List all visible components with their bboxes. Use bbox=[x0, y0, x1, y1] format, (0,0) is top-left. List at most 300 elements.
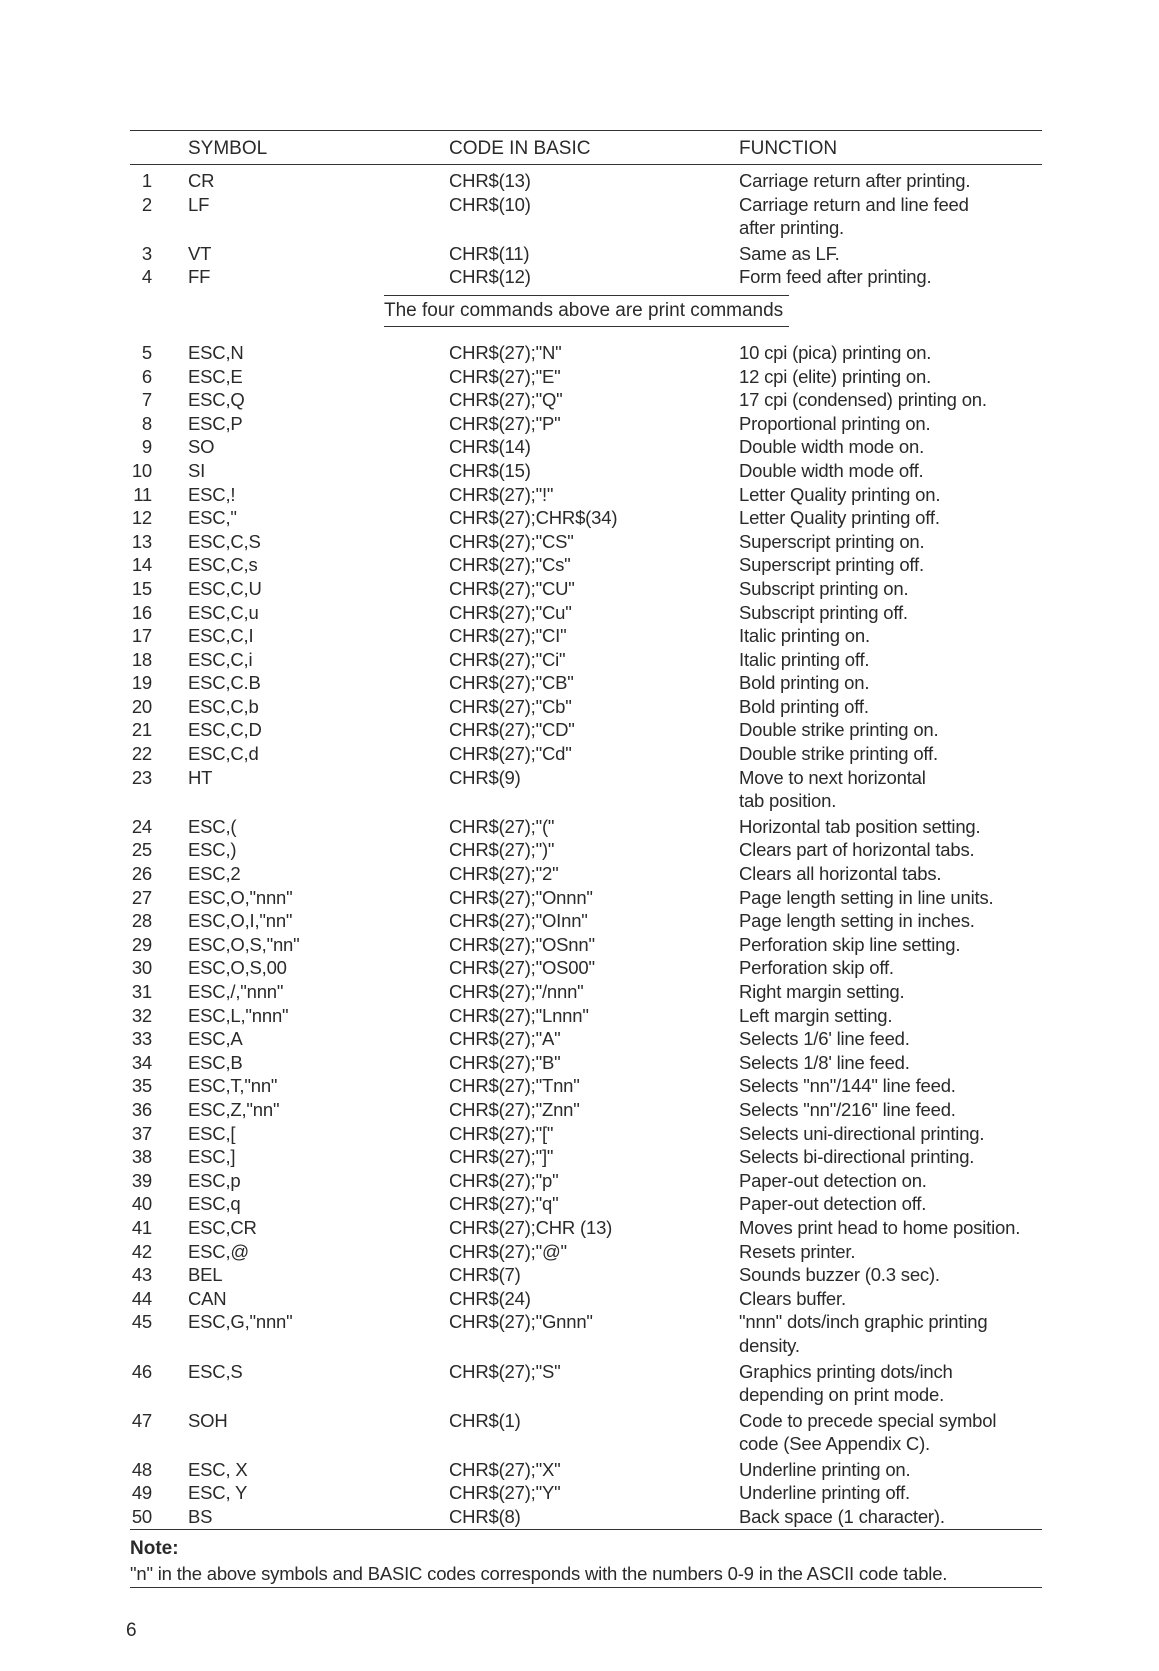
row-symbol: ESC,O,I,"nn" bbox=[188, 910, 293, 932]
table-row bbox=[130, 1287, 1042, 1311]
function-line: Double strike printing on. bbox=[739, 719, 939, 741]
table-row bbox=[130, 1192, 1042, 1216]
table-row bbox=[130, 265, 1042, 289]
row-function bbox=[739, 412, 930, 436]
function-line: Subscript printing on. bbox=[739, 577, 909, 599]
function-line: Carriage return and line feed bbox=[739, 193, 969, 215]
row-basic-code: CHR$(27);CHR (13) bbox=[449, 1216, 613, 1238]
table-row bbox=[130, 695, 1042, 719]
row-basic-code: CHR$(27);"q" bbox=[449, 1193, 559, 1215]
row-symbol: CAN bbox=[188, 1287, 227, 1309]
row-basic-code: CHR$(15) bbox=[449, 459, 531, 481]
row-basic-code: CHR$(27);"N" bbox=[449, 341, 562, 363]
function-line: Underline printing off. bbox=[739, 1482, 910, 1504]
function-line: Code to precede special symbol bbox=[739, 1409, 997, 1431]
row-function bbox=[739, 459, 923, 483]
row-symbol: ESC,P bbox=[188, 412, 243, 434]
row-symbol: HT bbox=[188, 766, 213, 788]
row-basic-code: CHR$(27);"CS" bbox=[449, 530, 574, 552]
row-symbol: BEL bbox=[188, 1264, 223, 1286]
function-line: Double width mode on. bbox=[739, 436, 925, 458]
row-number: 31 bbox=[131, 981, 152, 1002]
row-number: 37 bbox=[131, 1122, 152, 1144]
row-function bbox=[739, 169, 970, 193]
row-symbol: ESC,C,b bbox=[188, 695, 259, 717]
table-row bbox=[130, 341, 1042, 365]
row-function bbox=[739, 718, 938, 742]
table-row bbox=[130, 1145, 1042, 1169]
row-basic-code: CHR$(27);"Tnn" bbox=[449, 1075, 580, 1097]
row-symbol: ESC,T,"nn" bbox=[188, 1075, 278, 1097]
row-symbol: ESC,N bbox=[188, 341, 244, 363]
row-function bbox=[739, 1027, 910, 1051]
row-number: 14 bbox=[131, 554, 152, 576]
row-basic-code: CHR$(27);")" bbox=[449, 839, 555, 861]
row-symbol: ESC,C,i bbox=[188, 648, 253, 670]
row-function bbox=[739, 1505, 945, 1529]
row-basic-code: CHR$(27);"P" bbox=[449, 412, 561, 434]
function-line: Selects "nn"/216" line feed. bbox=[739, 1098, 956, 1120]
row-function bbox=[739, 577, 908, 601]
row-number: 18 bbox=[131, 648, 152, 670]
table-row bbox=[130, 624, 1042, 648]
row-basic-code: CHR$(10) bbox=[449, 193, 531, 215]
row-number: 5 bbox=[141, 341, 152, 363]
row-number: 16 bbox=[131, 601, 152, 623]
row-function bbox=[739, 980, 904, 1004]
row-number: 2 bbox=[141, 193, 152, 215]
table-row bbox=[130, 742, 1042, 766]
row-symbol: LF bbox=[188, 193, 210, 215]
function-line: Same as LF. bbox=[739, 242, 840, 264]
row-symbol: SO bbox=[188, 436, 215, 458]
row-symbol: FF bbox=[188, 266, 211, 288]
table-row bbox=[130, 718, 1042, 742]
row-symbol: ESC," bbox=[188, 507, 237, 529]
table-row bbox=[130, 1360, 1042, 1409]
function-line: 10 cpi (pica) printing on. bbox=[739, 341, 932, 363]
row-basic-code: CHR$(14) bbox=[449, 436, 531, 458]
row-number: 36 bbox=[131, 1098, 152, 1120]
row-number: 43 bbox=[131, 1264, 152, 1286]
row-number: 28 bbox=[131, 910, 152, 932]
row-symbol: ESC,Z,"nn" bbox=[188, 1098, 280, 1120]
row-basic-code: CHR$(12) bbox=[449, 266, 531, 288]
function-line: code (See Appendix C). bbox=[739, 1433, 930, 1455]
table-row bbox=[130, 886, 1042, 910]
function-line: "nnn" dots/inch graphic printing bbox=[739, 1311, 988, 1333]
row-symbol: CR bbox=[188, 170, 215, 191]
row-function bbox=[739, 956, 894, 980]
row-basic-code: CHR$(27);"Lnnn" bbox=[449, 1004, 589, 1026]
row-basic-code: CHR$(27);"@" bbox=[449, 1240, 567, 1262]
table-row bbox=[130, 193, 1042, 242]
function-line: Letter Quality printing off. bbox=[739, 507, 940, 529]
function-line: Selects bi-directional printing. bbox=[739, 1146, 975, 1168]
row-symbol: ESC,S bbox=[188, 1360, 243, 1382]
row-symbol: ESC,Q bbox=[188, 389, 245, 411]
function-line: Underline printing on. bbox=[739, 1458, 911, 1480]
row-function bbox=[739, 388, 987, 412]
row-basic-code: CHR$(27);"Onnn" bbox=[449, 886, 593, 908]
row-number: 17 bbox=[131, 625, 152, 647]
table-row bbox=[130, 1481, 1042, 1505]
function-line: Resets printer. bbox=[739, 1240, 856, 1262]
row-symbol: ESC,p bbox=[188, 1169, 241, 1191]
row-basic-code: CHR$(27);"(" bbox=[449, 815, 555, 837]
table-row bbox=[130, 1263, 1042, 1287]
table-row bbox=[130, 1458, 1042, 1482]
row-basic-code: CHR$(27);"CI" bbox=[449, 625, 567, 647]
table-row bbox=[130, 1004, 1042, 1028]
row-number: 33 bbox=[131, 1028, 152, 1050]
row-function bbox=[739, 766, 926, 813]
row-symbol: ESC,C,S bbox=[188, 530, 261, 552]
row-symbol: ESC,L,"nnn" bbox=[188, 1004, 289, 1026]
row-function bbox=[739, 601, 908, 625]
row-function bbox=[739, 815, 980, 839]
row-number: 35 bbox=[131, 1075, 152, 1097]
function-line: Form feed after printing. bbox=[739, 266, 932, 288]
function-line: Superscript printing on. bbox=[739, 530, 925, 552]
table-row bbox=[130, 601, 1042, 625]
row-number: 20 bbox=[131, 695, 152, 717]
row-number: 46 bbox=[131, 1360, 152, 1382]
table-row bbox=[130, 530, 1042, 554]
row-function bbox=[739, 242, 840, 266]
table-row bbox=[130, 483, 1042, 507]
function-line: Superscript printing off. bbox=[739, 554, 924, 576]
row-function bbox=[739, 1481, 910, 1505]
table-row bbox=[130, 956, 1042, 980]
function-line: depending on print mode. bbox=[739, 1384, 945, 1406]
header-function: FUNCTION bbox=[739, 138, 838, 159]
table-row bbox=[130, 1122, 1042, 1146]
row-function bbox=[739, 909, 975, 933]
table-row bbox=[130, 648, 1042, 672]
row-basic-code: CHR$(27);"Cs" bbox=[449, 554, 571, 576]
table-row bbox=[130, 1074, 1042, 1098]
row-symbol: ESC,C,d bbox=[188, 743, 259, 765]
row-function bbox=[739, 1122, 984, 1146]
row-number: 9 bbox=[141, 436, 152, 458]
function-line: Bold printing off. bbox=[739, 695, 869, 717]
row-function bbox=[739, 1240, 855, 1264]
row-function bbox=[739, 483, 940, 507]
row-basic-code: CHR$(27);"CU" bbox=[449, 577, 575, 599]
row-basic-code: CHR$(27);"Cb" bbox=[449, 695, 572, 717]
table-row bbox=[130, 933, 1042, 957]
row-basic-code: CHR$(27);"!" bbox=[449, 483, 554, 505]
table-row bbox=[130, 1240, 1042, 1264]
row-function bbox=[739, 193, 969, 240]
row-symbol: ESC,C,s bbox=[188, 554, 258, 576]
row-function bbox=[739, 506, 940, 530]
row-number: 3 bbox=[141, 242, 152, 264]
row-number: 30 bbox=[131, 957, 152, 979]
function-line: Perforation skip off. bbox=[739, 957, 894, 979]
function-line: Italic printing off. bbox=[739, 648, 870, 670]
row-number: 4 bbox=[141, 266, 152, 288]
function-line: Double width mode off. bbox=[739, 459, 924, 481]
row-function bbox=[739, 435, 924, 459]
row-symbol: ESC,[ bbox=[188, 1122, 236, 1144]
row-number: 25 bbox=[131, 839, 152, 861]
row-number: 23 bbox=[131, 766, 152, 788]
function-line: Clears all horizontal tabs. bbox=[739, 863, 942, 885]
row-number: 49 bbox=[131, 1482, 152, 1504]
row-symbol: SI bbox=[188, 459, 206, 481]
function-line: Perforation skip line setting. bbox=[739, 933, 961, 955]
row-function bbox=[739, 648, 869, 672]
row-function bbox=[739, 265, 931, 289]
function-line: Move to next horizontal bbox=[739, 766, 926, 788]
row-symbol: SOH bbox=[188, 1409, 228, 1431]
row-symbol: ESC,C,I bbox=[188, 625, 254, 647]
row-symbol: VT bbox=[188, 242, 212, 264]
row-number: 22 bbox=[131, 743, 152, 765]
row-basic-code: CHR$(1) bbox=[449, 1409, 521, 1431]
row-number: 7 bbox=[141, 389, 152, 411]
row-basic-code: CHR$(27);"X" bbox=[449, 1458, 561, 1480]
row-symbol: ESC,O,"nnn" bbox=[188, 886, 293, 908]
row-symbol: ESC,G,"nnn" bbox=[188, 1311, 293, 1333]
row-symbol: ESC,C,D bbox=[188, 719, 262, 741]
function-line: Selects 1/8' line feed. bbox=[739, 1051, 910, 1073]
function-line: Selects "nn"/144" line feed. bbox=[739, 1075, 956, 1097]
header-code: CODE IN BASIC bbox=[449, 138, 591, 159]
row-number: 29 bbox=[131, 933, 152, 955]
row-symbol: ESC,! bbox=[188, 483, 236, 505]
row-number: 44 bbox=[131, 1287, 152, 1309]
table-row bbox=[130, 815, 1042, 839]
row-function bbox=[739, 365, 931, 389]
row-function bbox=[739, 1169, 927, 1193]
header-symbol: SYMBOL bbox=[188, 138, 268, 159]
row-number: 6 bbox=[141, 365, 152, 387]
row-number: 15 bbox=[131, 577, 152, 599]
row-symbol: ESC,CR bbox=[188, 1216, 257, 1238]
row-function bbox=[739, 1051, 910, 1075]
table-row bbox=[130, 577, 1042, 601]
row-basic-code: CHR$(27);"Ci" bbox=[449, 648, 566, 670]
row-function bbox=[739, 1004, 892, 1028]
row-number: 42 bbox=[131, 1240, 152, 1262]
row-symbol: ESC,E bbox=[188, 365, 243, 387]
function-line: Right margin setting. bbox=[739, 981, 905, 1002]
row-number: 12 bbox=[131, 507, 152, 529]
function-line: Sounds buzzer (0.3 sec). bbox=[739, 1264, 940, 1286]
function-line: tab position. bbox=[739, 790, 837, 812]
row-function bbox=[739, 1263, 940, 1287]
table-header bbox=[130, 131, 1042, 164]
note-rule bbox=[130, 1587, 1042, 1588]
row-symbol: ESC, X bbox=[188, 1458, 248, 1480]
row-basic-code: CHR$(13) bbox=[449, 170, 531, 191]
table-row bbox=[130, 838, 1042, 862]
row-basic-code: CHR$(27);"2" bbox=[449, 863, 559, 885]
row-number: 48 bbox=[131, 1458, 152, 1480]
function-line: density. bbox=[739, 1334, 800, 1356]
row-symbol: ESC, Y bbox=[188, 1482, 248, 1504]
table-row bbox=[130, 435, 1042, 459]
row-number: 26 bbox=[131, 863, 152, 885]
row-function bbox=[739, 1192, 926, 1216]
row-symbol: ESC,A bbox=[188, 1028, 243, 1050]
table-row bbox=[130, 412, 1042, 436]
function-line: 17 cpi (condensed) printing on. bbox=[739, 389, 987, 411]
row-function bbox=[739, 1409, 996, 1456]
row-basic-code: CHR$(27);"CB" bbox=[449, 672, 574, 694]
row-function bbox=[739, 341, 931, 365]
section-note: The four commands above are print commands bbox=[384, 295, 789, 327]
function-line: Graphics printing dots/inch bbox=[739, 1360, 953, 1382]
row-basic-code: CHR$(9) bbox=[449, 766, 521, 788]
command-table bbox=[130, 130, 1042, 1530]
row-function bbox=[739, 671, 869, 695]
function-line: Italic printing on. bbox=[739, 625, 870, 647]
function-line: Carriage return after printing. bbox=[739, 170, 971, 191]
row-number: 34 bbox=[131, 1051, 152, 1073]
control-command-rows bbox=[130, 341, 1042, 1529]
row-symbol: ESC,B bbox=[188, 1051, 243, 1073]
row-basic-code: CHR$(11) bbox=[449, 242, 530, 264]
row-number: 8 bbox=[141, 412, 152, 434]
row-basic-code: CHR$(27);"B" bbox=[449, 1051, 561, 1073]
row-number: 38 bbox=[131, 1146, 152, 1168]
row-basic-code: CHR$(27);"Gnnn" bbox=[449, 1311, 593, 1333]
row-basic-code: CHR$(27);"E" bbox=[449, 365, 561, 387]
row-symbol: ESC,/,"nnn" bbox=[188, 981, 284, 1002]
function-line: Left margin setting. bbox=[739, 1004, 893, 1026]
row-function bbox=[739, 624, 870, 648]
table-row bbox=[130, 1169, 1042, 1193]
row-basic-code: CHR$(27);"[" bbox=[449, 1122, 554, 1144]
row-basic-code: CHR$(27);"OInn" bbox=[449, 910, 588, 932]
function-line: Selects uni-directional printing. bbox=[739, 1122, 985, 1144]
row-symbol: ESC,] bbox=[188, 1146, 236, 1168]
row-symbol: ESC,C,u bbox=[188, 601, 259, 623]
row-basic-code: CHR$(27);"Znn" bbox=[449, 1098, 580, 1120]
function-line: Selects 1/6' line feed. bbox=[739, 1028, 910, 1050]
table-row bbox=[130, 506, 1042, 530]
row-number: 11 bbox=[133, 483, 152, 505]
row-number: 40 bbox=[131, 1193, 152, 1215]
row-symbol: ESC,2 bbox=[188, 863, 241, 885]
row-basic-code: CHR$(27);"Q" bbox=[449, 389, 563, 411]
table-row bbox=[130, 1027, 1042, 1051]
row-number: 47 bbox=[131, 1409, 152, 1431]
row-function bbox=[739, 742, 938, 766]
row-number: 41 bbox=[131, 1216, 152, 1238]
row-function bbox=[739, 695, 869, 719]
table-row bbox=[130, 1051, 1042, 1075]
table-row bbox=[130, 388, 1042, 412]
function-line: Paper-out detection on. bbox=[739, 1169, 927, 1191]
note-title: Note: bbox=[130, 1538, 179, 1559]
function-line: Moves print head to home position. bbox=[739, 1216, 1021, 1238]
row-number: 32 bbox=[131, 1004, 152, 1026]
row-number: 24 bbox=[131, 815, 152, 837]
function-line: after printing. bbox=[739, 217, 844, 239]
table-bottom-rule bbox=[130, 1529, 1042, 1530]
table-row bbox=[130, 766, 1042, 815]
row-function bbox=[739, 1145, 974, 1169]
row-basic-code: CHR$(27);"Cd" bbox=[449, 743, 572, 765]
row-symbol: ESC,( bbox=[188, 815, 237, 837]
row-basic-code: CHR$(27);"/nnn" bbox=[449, 981, 584, 1002]
row-basic-code: CHR$(27);"Cu" bbox=[449, 601, 572, 623]
row-number: 13 bbox=[131, 530, 152, 552]
function-line: Page length setting in line units. bbox=[739, 886, 994, 908]
row-symbol: ESC,O,S,00 bbox=[188, 957, 287, 979]
row-number: 19 bbox=[131, 672, 152, 694]
note-block bbox=[130, 1534, 1042, 1588]
function-line: Horizontal tab position setting. bbox=[739, 815, 981, 837]
function-line: Back space (1 character). bbox=[739, 1506, 945, 1528]
row-function bbox=[739, 1360, 953, 1407]
row-basic-code: CHR$(27);"S" bbox=[449, 1360, 561, 1382]
table-row bbox=[130, 242, 1042, 266]
function-line: 12 cpi (elite) printing on. bbox=[739, 365, 932, 387]
row-number: 10 bbox=[131, 459, 152, 481]
row-symbol: ESC,q bbox=[188, 1193, 241, 1215]
row-function bbox=[739, 530, 924, 554]
row-function bbox=[739, 886, 993, 910]
table-row bbox=[130, 1505, 1042, 1529]
function-line: Paper-out detection off. bbox=[739, 1193, 927, 1215]
function-line: Bold printing on. bbox=[739, 672, 870, 694]
row-basic-code: CHR$(27);"OSnn" bbox=[449, 933, 595, 955]
row-basic-code: CHR$(27);"p" bbox=[449, 1169, 559, 1191]
row-number: 27 bbox=[131, 886, 152, 908]
row-number: 21 bbox=[131, 719, 152, 741]
table-row bbox=[130, 1310, 1042, 1359]
row-function bbox=[739, 1310, 987, 1357]
table-row bbox=[130, 862, 1042, 886]
table-row bbox=[130, 365, 1042, 389]
table-row bbox=[130, 980, 1042, 1004]
row-basic-code: CHR$(27);CHR$(34) bbox=[449, 507, 618, 529]
page-number: 6 bbox=[126, 1620, 137, 1641]
row-function bbox=[739, 1216, 1020, 1240]
table-row bbox=[130, 671, 1042, 695]
table-row bbox=[130, 1216, 1042, 1240]
table-row bbox=[130, 1098, 1042, 1122]
table-row bbox=[130, 1409, 1042, 1458]
row-basic-code: CHR$(27);"A" bbox=[449, 1028, 561, 1050]
table-row bbox=[130, 459, 1042, 483]
row-symbol: ESC,@ bbox=[188, 1240, 249, 1262]
row-symbol: ESC,) bbox=[188, 839, 237, 861]
row-function bbox=[739, 1458, 910, 1482]
row-symbol: ESC,C.B bbox=[188, 672, 261, 694]
row-basic-code: CHR$(27);"Y" bbox=[449, 1482, 561, 1504]
row-function bbox=[739, 1074, 956, 1098]
note-text: "n" in the above symbols and BASIC codes corresponds with the numbers 0-9 in the ASCII code table. bbox=[130, 1563, 948, 1584]
row-function bbox=[739, 1287, 846, 1311]
row-basic-code: CHR$(24) bbox=[449, 1287, 531, 1309]
function-line: Subscript printing off. bbox=[739, 601, 908, 623]
function-line: Clears buffer. bbox=[739, 1287, 846, 1309]
table-row bbox=[130, 909, 1042, 933]
row-basic-code: CHR$(27);"]" bbox=[449, 1146, 554, 1168]
row-symbol: ESC,O,S,"nn" bbox=[188, 933, 300, 955]
function-line: Page length setting in inches. bbox=[739, 910, 975, 932]
row-function bbox=[739, 553, 924, 577]
print-command-rows bbox=[130, 165, 1042, 289]
row-number: 1 bbox=[141, 170, 152, 191]
